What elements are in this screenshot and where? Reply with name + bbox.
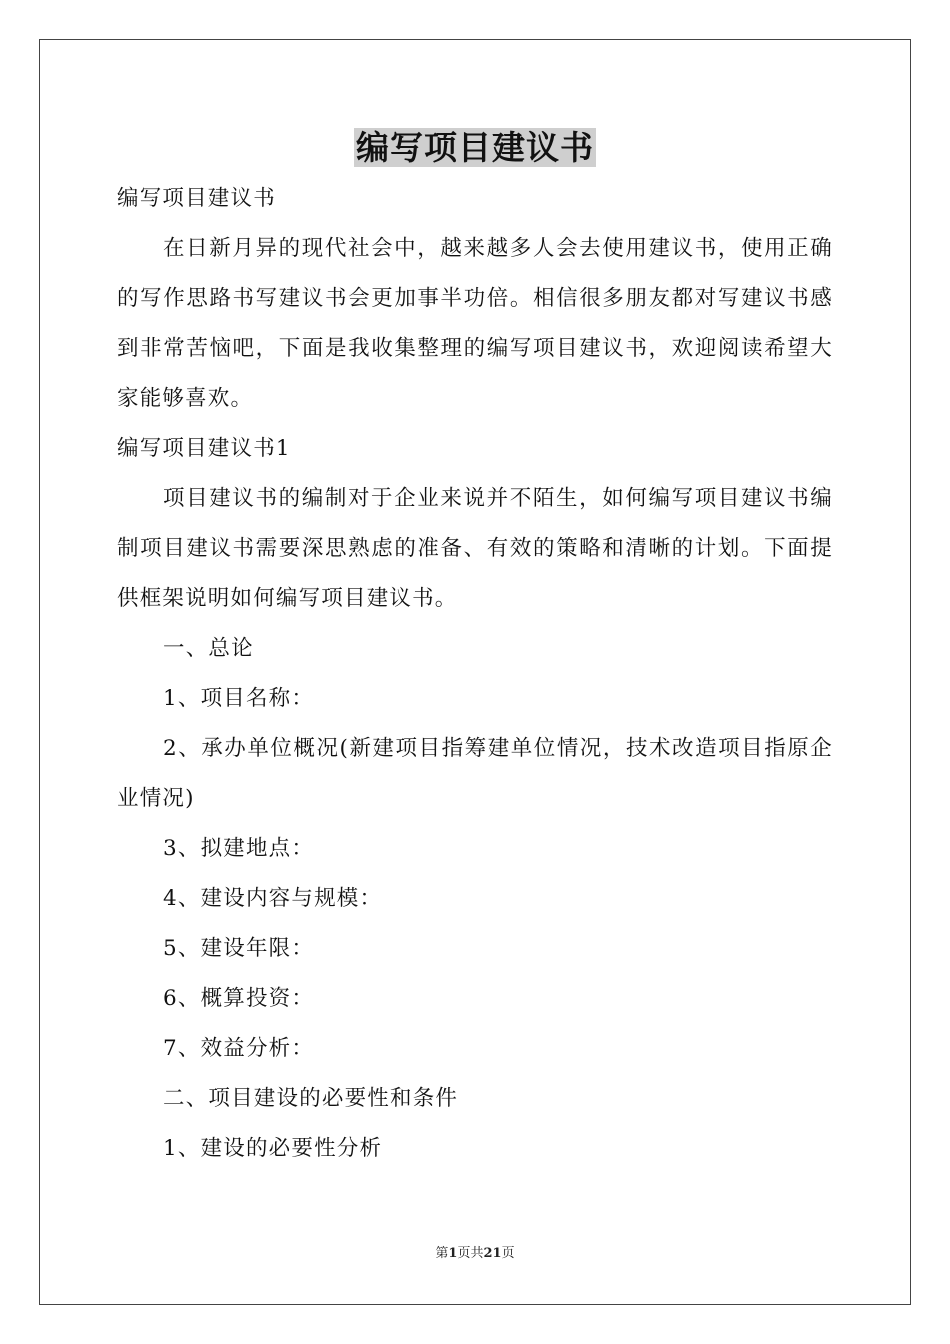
page-footer — [0, 1244, 950, 1264]
outline-item: 4、建设内容与规模： — [163, 886, 383, 911]
outline-item: 5、建设年限： — [163, 936, 315, 961]
subtitle-paragraph: 编写项目建议书 — [117, 186, 276, 211]
outline-heading: 一、总论 — [163, 636, 254, 661]
outline-item: 3、拟建地点： — [163, 836, 315, 861]
page-number: 1 — [448, 1246, 458, 1261]
outline-item: 1、项目名称： — [163, 686, 315, 711]
outline-item: 7、效益分析： — [163, 1036, 315, 1061]
intro-paragraph: 在日新月异的现代社会中，越来越多人会去使用建议书，使用正确的写作思路书写建议书会更加事半功倍。相信很多朋友都对写建议书感到非常苦恼吧，下面是我收集整理的编写项目建议书，欢迎阅读希望大家能够喜欢。 — [117, 236, 833, 411]
outline-item: 1、建设的必要性分析 — [163, 1136, 383, 1161]
page-suffix: 页 — [457, 1246, 471, 1261]
outline-item: 2、承办单位概况(新建项目指筹建单位情况，技术改造项目指原企业情况) — [117, 736, 833, 811]
document-title — [0, 126, 950, 170]
document-body — [117, 174, 833, 1174]
total-prefix: 共 — [470, 1246, 484, 1261]
total-suffix: 页 — [501, 1246, 515, 1261]
body-paragraph: 项目建议书的编制对于企业来说并不陌生，如何编写项目建议书编制项目建议书需要深思熟虑的准备、有效的策略和清晰的计划。下面提供框架说明如何编写项目建议书。 — [117, 486, 833, 611]
outline-item: 6、概算投资： — [163, 986, 315, 1011]
document-title-text: 编写项目建议书 — [356, 128, 594, 167]
total-pages: 21 — [483, 1246, 502, 1261]
page-prefix: 第 — [435, 1246, 449, 1261]
section-heading: 编写项目建议书1 — [117, 436, 291, 461]
outline-heading: 二、项目建设的必要性和条件 — [163, 1086, 459, 1111]
